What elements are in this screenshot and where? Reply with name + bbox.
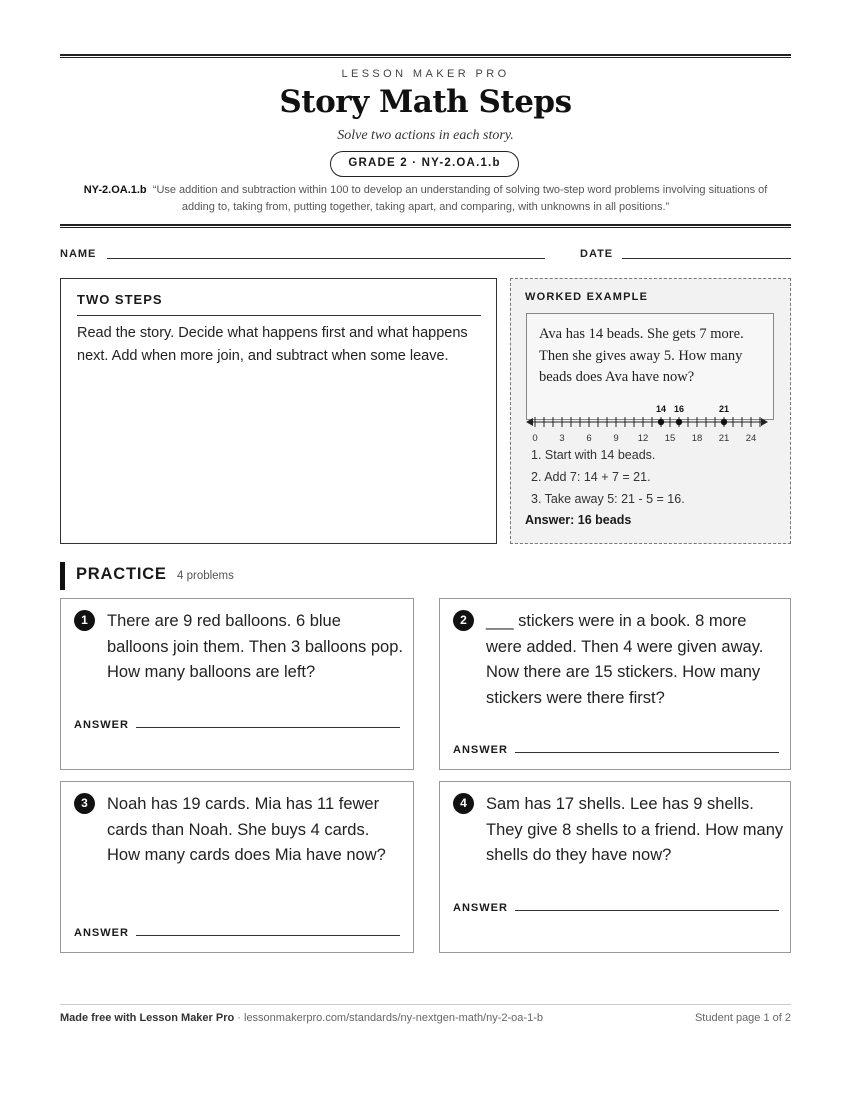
worked-example-story: Ava has 14 beads. She gets 7 more. Then she gives away 5. How many beads does Ava have now? (526, 313, 774, 420)
tick-label: 9 (613, 433, 619, 443)
name-field[interactable] (107, 258, 545, 259)
answer-field[interactable] (136, 935, 400, 936)
top-rule (60, 54, 791, 58)
problem-number-badge: 1 (74, 610, 95, 631)
footer-divider (60, 1004, 791, 1005)
worksheet-page (60, 0, 791, 1100)
answer-field[interactable] (515, 910, 779, 911)
problem-text: Sam has 17 shells. Lee has 9 shells. They give 8 shells to a friend. How many shells do they have now? (486, 795, 784, 864)
problem-text: Noah has 19 cards. Mia has 11 fewer cards than Noah. She buys 4 cards. How many cards does Mia have now? (107, 795, 386, 864)
tick-label: 12 (637, 433, 649, 443)
two-steps-panel (60, 278, 497, 544)
answer-field[interactable] (515, 752, 779, 753)
grade-badge: GRADE 2 · NY-2.OA.1.b (330, 151, 519, 177)
tick-label: 0 (532, 433, 538, 443)
answer-field[interactable] (136, 727, 400, 728)
worked-example-answer: Answer: 16 beads (525, 513, 632, 527)
two-steps-divider (77, 315, 481, 316)
problem-card-2 (439, 598, 791, 770)
footer-brand: Made free with Lesson Maker Pro (60, 1012, 235, 1024)
problem-card-3 (60, 781, 414, 953)
tick-label: 21 (718, 433, 730, 443)
marked-point-label: 14 (655, 404, 667, 414)
tick-label: 18 (691, 433, 703, 443)
problem-card-4 (439, 781, 791, 953)
marked-point-label: 16 (673, 404, 685, 414)
problem-card-1 (60, 598, 414, 770)
two-steps-heading: TWO STEPS (77, 292, 163, 307)
two-steps-instructions: Read the story. Decide what happens first and what happens next. Add when more join, and subtract when some leave. (77, 325, 468, 364)
date-field[interactable] (622, 258, 791, 259)
marked-point (721, 419, 727, 425)
problem-number-badge: 2 (453, 610, 474, 631)
header-bottom-rule (60, 224, 791, 228)
footer-url[interactable]: · lessonmakerpro.com/standards/ny-nextgen-math/ny-2-oa-1-b (237, 1012, 543, 1024)
footer-credit (60, 1012, 543, 1024)
problem-number-badge: 3 (74, 793, 95, 814)
step-1: 1. Start with 14 beads. (531, 448, 656, 462)
tick-label: 6 (586, 433, 592, 443)
worked-example-panel (510, 278, 791, 544)
answer-label: ANSWER (74, 927, 129, 939)
marked-point (676, 419, 682, 425)
problem-text: ___ stickers were in a book. 8 more were added. Then 4 were given away. Now there are 15 stickers. How many stickers were there first? (486, 612, 764, 707)
tick-label: 24 (745, 433, 757, 443)
problem-text: There are 9 red balloons. 6 blue balloons join them. Then 3 balloons pop. How many balloons are left? (107, 612, 403, 681)
answer-label: ANSWER (453, 744, 508, 756)
page-subtitle: Solve two actions in each story. (337, 128, 514, 143)
worked-example-heading: WORKED EXAMPLE (525, 291, 649, 303)
marked-point-label: 21 (718, 404, 730, 414)
step-2: 2. Add 7: 14 + 7 = 21. (531, 470, 651, 484)
arrow-left-icon (526, 418, 533, 426)
name-label: NAME (60, 248, 97, 260)
standard-text: “Use addition and subtraction within 100 to develop an understanding of solving two-step word problems involving situations of adding to, taking from, putting together, taking apart, and comparing, with unknowns in all positions.” (152, 184, 768, 213)
tick-label: 3 (559, 433, 565, 443)
practice-accent-bar (60, 562, 65, 590)
number-line (525, 397, 780, 443)
problem-number-badge: 4 (453, 793, 474, 814)
brand-name: LESSON MAKER PRO (341, 68, 510, 80)
footer-page-number: Student page 1 of 2 (694, 1012, 791, 1024)
step-3: 3. Take away 5: 21 - 5 = 16. (531, 492, 685, 506)
practice-count: 4 problems (177, 570, 234, 582)
arrow-right-icon (761, 418, 768, 426)
standard-statement (68, 182, 783, 216)
date-label: DATE (580, 248, 614, 260)
page-title: Story Math Steps (279, 84, 572, 120)
marked-point (658, 419, 664, 425)
practice-heading: PRACTICE (76, 565, 167, 583)
answer-label: ANSWER (453, 902, 508, 914)
tick-label: 15 (664, 433, 676, 443)
worked-example-steps (531, 444, 685, 510)
answer-label: ANSWER (74, 719, 129, 731)
standard-code: NY-2.OA.1.b (83, 184, 147, 196)
